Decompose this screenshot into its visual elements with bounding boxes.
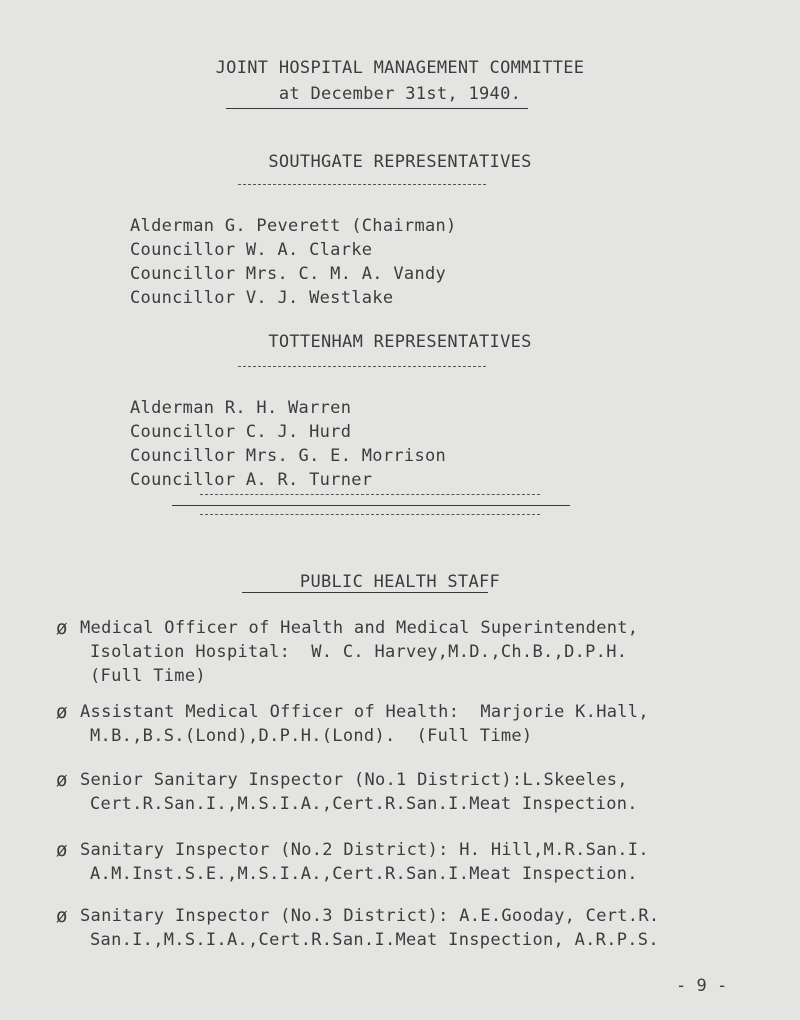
- tottenham-member: Councillor A. R. Turner: [130, 470, 373, 490]
- staff-heading: PUBLIC HEALTH STAFF: [299, 572, 501, 592]
- southgate-member: Councillor Mrs. C. M. A. Vandy: [130, 264, 447, 284]
- southgate-heading-underline: [238, 184, 486, 185]
- page-number: - 9 -: [676, 976, 728, 996]
- staff-entry-line: Senior Sanitary Inspector (No.1 District):L.Skeeles,: [80, 770, 628, 790]
- staff-entry-line: M.B.,B.S.(Lond),D.P.H.(Lond). (Full Time): [90, 726, 533, 746]
- null-sign-icon: ø: [56, 617, 68, 639]
- tottenham-member: Alderman R. H. Warren: [130, 398, 352, 418]
- staff-entry-line: San.I.,M.S.I.A.,Cert.R.San.I.Meat Inspection, A.R.P.S.: [90, 930, 659, 950]
- title-underline: [226, 108, 528, 109]
- staff-entry-line: Sanitary Inspector (No.3 District): A.E.Gooday, Cert.R.: [80, 906, 660, 926]
- null-sign-icon: ø: [56, 839, 68, 861]
- southgate-member: Councillor V. J. Westlake: [130, 288, 394, 308]
- tottenham-heading: TOTTENHAM REPRESENTATIVES: [268, 332, 532, 352]
- southgate-member: Alderman G. Peverett (Chairman): [130, 216, 457, 236]
- staff-entry-line: Assistant Medical Officer of Health: Marjorie K.Hall,: [80, 702, 649, 722]
- tottenham-member: Councillor C. J. Hurd: [130, 422, 352, 442]
- null-sign-icon: ø: [56, 701, 68, 723]
- staff-entry-line: Sanitary Inspector (No.2 District): H. Hill,M.R.San.I.: [80, 840, 649, 860]
- staff-entry-line: Cert.R.San.I.,M.S.I.A.,Cert.R.San.I.Meat Inspection.: [90, 794, 638, 814]
- staff-entry-line: A.M.Inst.S.E.,M.S.I.A.,Cert.R.San.I.Meat Inspection.: [90, 864, 638, 884]
- document-title: JOINT HOSPITAL MANAGEMENT COMMITTEE: [215, 58, 585, 78]
- southgate-heading: SOUTHGATE REPRESENTATIVES: [268, 152, 532, 172]
- southgate-member: Councillor W. A. Clarke: [130, 240, 373, 260]
- section-divider-solid: [172, 505, 570, 506]
- tottenham-member: Councillor Mrs. G. E. Morrison: [130, 446, 447, 466]
- document-date: at December 31st, 1940.: [278, 84, 522, 104]
- staff-entry-line: Isolation Hospital: W. C. Harvey,M.D.,Ch.B.,D.P.H.: [90, 642, 628, 662]
- null-sign-icon: ø: [56, 769, 68, 791]
- staff-heading-underline: [242, 592, 488, 593]
- tottenham-heading-underline: [238, 366, 486, 367]
- section-divider-dashed: [200, 514, 540, 515]
- staff-entry-line: (Full Time): [90, 666, 206, 686]
- section-divider-dashed: [200, 494, 540, 495]
- null-sign-icon: ø: [56, 905, 68, 927]
- staff-entry-line: Medical Officer of Health and Medical Superintendent,: [80, 618, 639, 638]
